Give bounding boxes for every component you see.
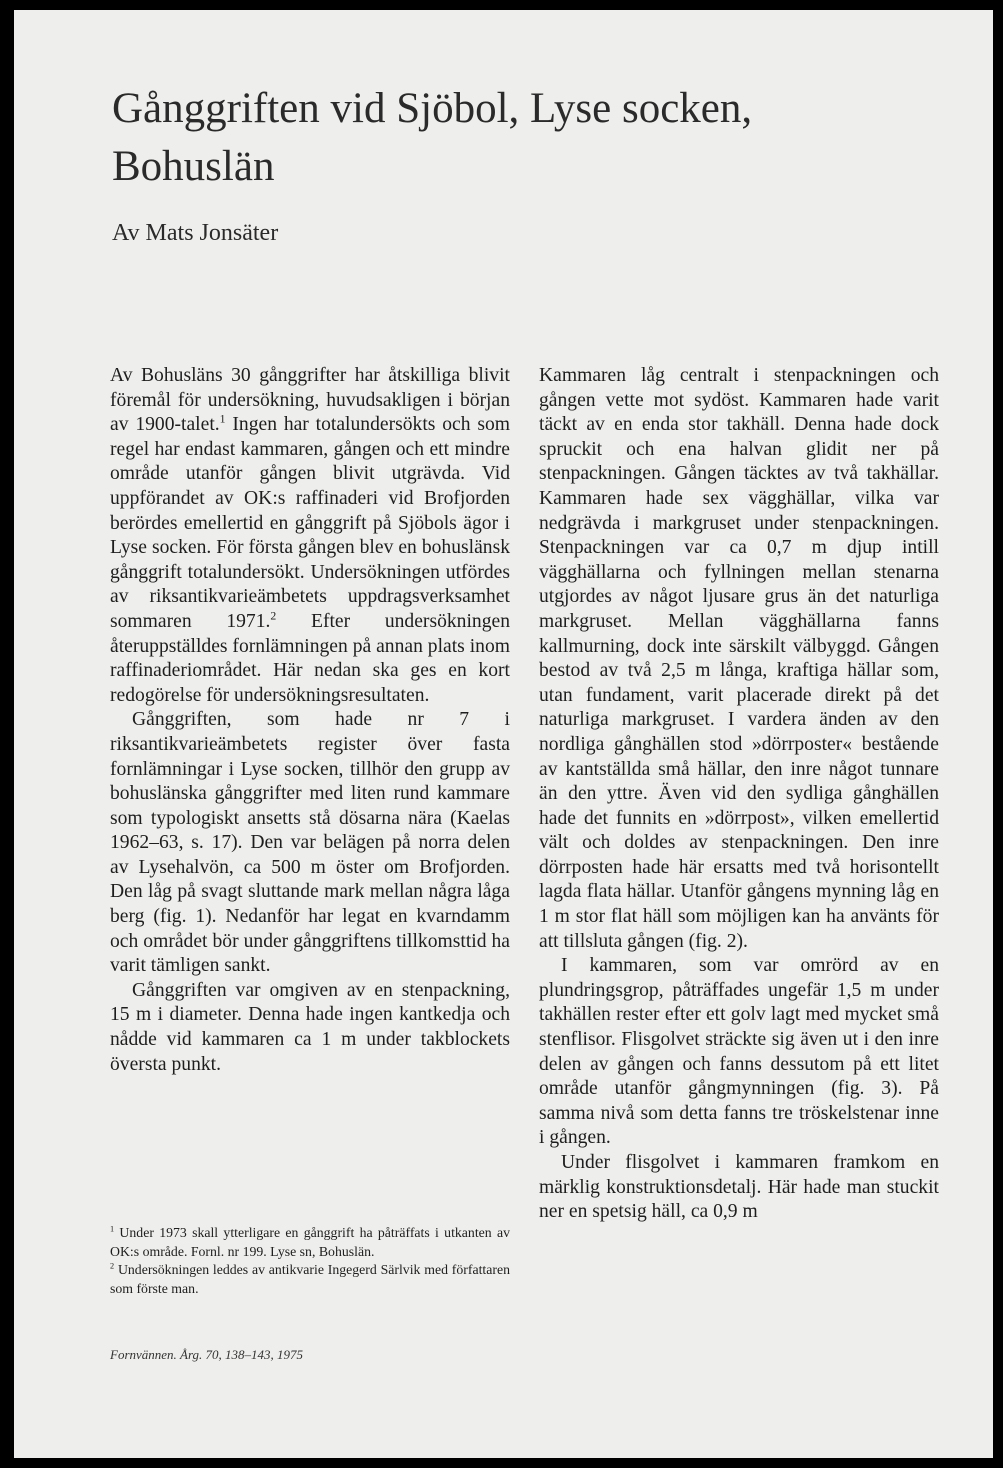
footnote [110, 1261, 510, 1298]
paragraph-text: Efter undersökningen återuppställdes fornlämningen på annan plats inom raffinaderiområdet. Här nedan ska ges en kort redogörelse för undersökningsresultaten. [110, 610, 510, 706]
journal-citation: Fornvännen. Årg. 70, 138–143, 1975 [110, 1347, 304, 1362]
paragraph-text: Av Bohusläns 30 gånggrifter har åtskilliga blivit föremål för undersökning, huvudsakligen i början av 1900-talet. [110, 365, 510, 436]
paragraph [110, 364, 510, 708]
footnote-text: Undersökningen leddes av antikvarie Ingegerd Särlvik med författaren som förste man. [110, 1262, 510, 1296]
paragraph: I kammaren, som var omrörd av en plundringsgrop, påträffades ungefär 1,5 m under takhällen rester efter ett golv lagt med mycket små stenflisor. Flisgolvet sträckte sig även ut i den inre delen av gången och fanns dessutom på ett litet område utanför gångmynningen (fig. 3). På samma nivå som detta fanns tre tröskelstenar inne i gången. [539, 955, 939, 1149]
document-page [14, 10, 993, 1458]
paragraph: Gånggriften, som hade nr 7 i riksantikvarieämbetets register över fasta fornlämningar i Lyse socken, tillhör den grupp av bohuslänska gånggrifter med liten rund kammare som typologiskt ansetts stå dösarna nära (Kaelas 1962–63, s. 17). Den var belägen på norra delen av Lysehalvön, ca 500 m öster om Brofjorden. Den låg på svagt sluttande mark mellan några låga berg (fig. 1). Nedanför har legat en kvarndamm och området bör under gånggriftens tillkomsttid ha varit tämligen sankt. [110, 709, 510, 977]
footnote [110, 1224, 510, 1261]
footnote-ref: 2 [270, 609, 277, 623]
footnote-number: 1 [110, 1224, 115, 1234]
footnotes [110, 1224, 510, 1298]
paragraph-text: Ingen har totalundersökts och som regel har endast kammaren, gången och ett mindre område utanför gången blivit utgrävda. Vid uppförandet av OK:s raffinaderi vid Brofjorden berördes emellertid en gånggrift på Sjöbols ägor i Lyse socken. För första gången blev en bohuslänsk gånggrift totalundersökt. Undersökningen utfördes av riksantikvarieämbetets uppdragsverksamhet sommaren 1971. [110, 414, 510, 632]
body-column-right [539, 364, 939, 1225]
article-author: Av Mats Jonsäter [112, 220, 279, 246]
body-column-left [110, 364, 510, 1077]
footnote-ref: 1 [219, 412, 226, 426]
paragraph: Gånggriften var omgiven av en stenpackning, 15 m i diameter. Denna hade ingen kantkedja och nådde vid kammaren ca 1 m under takblockets översta punkt. [110, 979, 510, 1075]
paragraph: Under flisgolvet i kammaren framkom en märklig konstruktionsdetalj. Här hade man stuckit ner en spetsig häll, ca 0,9 m [539, 1152, 939, 1223]
footnote-text: Under 1973 skall ytterligare en gånggrift ha påträffats i utkanten av OK:s område. Fornl. nr 199. Lyse sn, Bohuslän. [110, 1225, 510, 1259]
paragraph: Kammaren låg centralt i stenpackningen och gången vette mot sydöst. Kammaren hade varit täckt av en enda stor takhäll. Denna hade dock spruckit och ena halvan glidit ner på stenpackningen. Gången täcktes av två takhällar. Kammaren hade sex vägghällar, vilka var nedgrävda i markgruset under stenpackningen. Stenpackningen var ca 0,7 m djup intill vägghällarna och fyllningen mellan stenarna utgjordes av något ljusare grus än det naturliga markgruset. Mellan vägghällarna fanns kallmurning, dock inte särskilt välbyggd. Gången bestod av två 2,5 m långa, kraftiga hällar som, utan fundament, varit placerade direkt på det naturliga markgruset. I vardera änden av den nordliga gånghällen stod »dörrposter« bestående av kantställda små hällar, den inre något tunnare än den yttre. Även vid den sydliga gånghällen hade det funnits en »dörrpost», vilken emellertid vält och doldes av stenpackningen. Den inre dörrposten hade här ersatts med två horisontellt lagda flata hällar. Utanför gångens mynning låg en 1 m stor flat häll som möjligen kan ha använts för att tillsluta gången (fig. 2). [539, 365, 939, 952]
article-title: Gånggriften vid Sjöbol, Lyse socken, Bohuslän [112, 85, 753, 190]
footnote-number: 2 [110, 1261, 115, 1271]
